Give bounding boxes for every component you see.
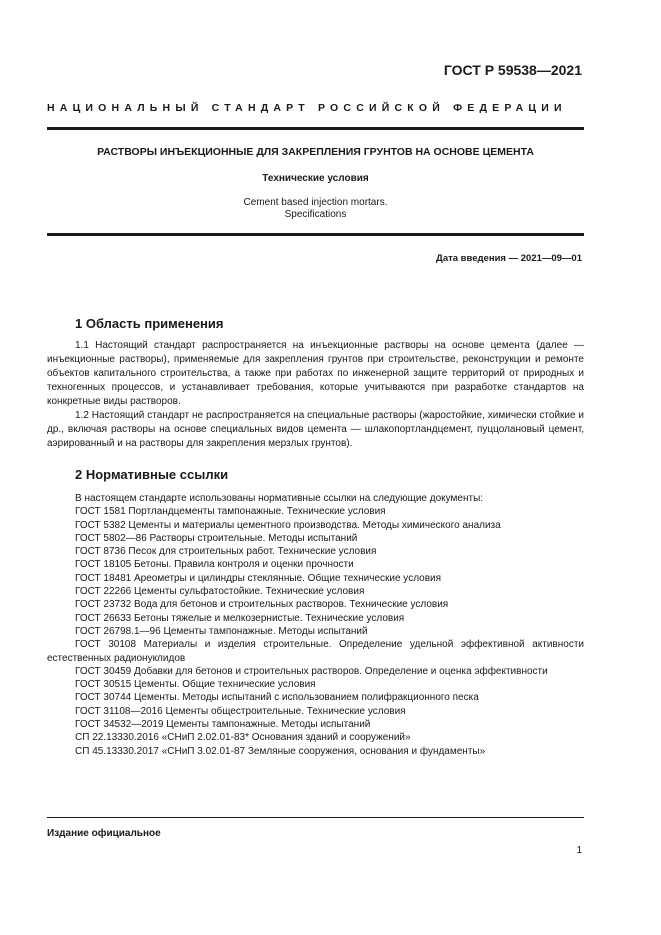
reference-item: ГОСТ 30744 Цементы. Методы испытаний с использованием полифракционного песка xyxy=(75,692,479,704)
reference-item: ГОСТ 5382 Цементы и материалы цементного производства. Методы химического анализа xyxy=(75,519,501,531)
footer-divider xyxy=(47,817,584,818)
reference-item: ГОСТ 22266 Цементы сульфатостойкие. Технические условия xyxy=(75,586,365,598)
reference-item: ГОСТ 30108 Материалы и изделия строительные. Определение удельной эффективной активности естественных радионуклидов xyxy=(47,639,584,664)
reference-item: СП 45.13330.2017 «СНиП 3.02.01-87 Земляные сооружения, основания и фундаменты» xyxy=(75,745,486,757)
reference-item: ГОСТ 34532—2019 Цементы тампонажные. Методы испытаний xyxy=(75,719,371,731)
standard-code: ГОСТ Р 59538—2021 xyxy=(443,62,582,78)
introduction-date: Дата введения — 2021—09—01 xyxy=(436,253,582,264)
reference-item: ГОСТ 5802—86 Растворы строительные. Методы испытаний xyxy=(75,532,358,544)
reference-item: ГОСТ 18105 Бетоны. Правила контроля и оценки прочности xyxy=(75,559,354,571)
section-2-heading: 2 Нормативные ссылки xyxy=(75,467,229,482)
english-title xyxy=(47,197,584,221)
references-list xyxy=(47,492,584,758)
references-intro: В настоящем стандарте использованы нормативные ссылки на следующие документы: xyxy=(75,493,484,504)
official-edition-label: Издание официальное xyxy=(47,828,161,839)
title-divider xyxy=(47,233,584,236)
reference-item: ГОСТ 31108—2016 Цементы общестроительные. Технические условия xyxy=(75,705,406,717)
national-standard-label: НАЦИОНАЛЬНЫЙ СТАНДАРТ РОССИЙСКОЙ ФЕДЕРАЦИИ xyxy=(47,102,567,114)
reference-item: ГОСТ 1581 Портландцементы тампонажные. Технические условия xyxy=(75,506,386,518)
section-1-body xyxy=(47,339,584,451)
reference-item: ГОСТ 8736 Песок для строительных работ. Технические условия xyxy=(75,546,377,558)
english-title-line1: Cement based injection mortars. xyxy=(243,197,388,208)
page-number: 1 xyxy=(576,845,582,856)
english-title-line2: Specifications xyxy=(284,209,347,220)
reference-item: ГОСТ 30459 Добавки для бетонов и строительных растворов. Определение и оценка эффективности xyxy=(75,665,548,677)
reference-item: ГОСТ 30515 Цементы. Общие технические условия xyxy=(75,679,316,691)
reference-item: СП 22.13330.2016 «СНиП 2.02.01-83* Основания зданий и сооружений» xyxy=(75,732,411,744)
reference-item: ГОСТ 18481 Ареометры и цилиндры стеклянные. Общие технические условия xyxy=(75,572,442,584)
document-title: РАСТВОРЫ ИНЪЕКЦИОННЫЕ ДЛЯ ЗАКРЕПЛЕНИЯ ГРУНТОВ НА ОСНОВЕ ЦЕМЕНТА xyxy=(97,146,534,158)
reference-item: ГОСТ 26798.1—96 Цементы тампонажные. Методы испытаний xyxy=(75,625,368,637)
document-subtitle: Технические условия xyxy=(262,173,369,184)
top-divider xyxy=(47,127,584,130)
reference-item: ГОСТ 26633 Бетоны тяжелые и мелкозернистые. Технические условия xyxy=(75,612,405,624)
paragraph-1-1: 1.1 Настоящий стандарт распространяется на инъекционные растворы на основе цемента (далее — инъекционные растворы), применяемые для закрепления грунтов при строительстве, реконструкции и ремонте объектов капитального строительства, а также при работах по инженерной защите территорий от природных и техногенных процессов, и устанавливает требования, которые учитываются при разработке стандартов на конкретные виды растворов. xyxy=(47,340,584,407)
reference-item: ГОСТ 23732 Вода для бетонов и строительных растворов. Технические условия xyxy=(75,599,449,611)
paragraph-1-2: 1.2 Настоящий стандарт не распространяется на специальные растворы (жаростойкие, химически стойкие и др., включая растворы на основе специальных видов цемента — шлакопортландцемент, пуццолановый цемент, аэрированный и на растворы для закрепления мерзлых грунтов). xyxy=(47,410,584,449)
section-1-heading: 1 Область применения xyxy=(75,316,224,331)
